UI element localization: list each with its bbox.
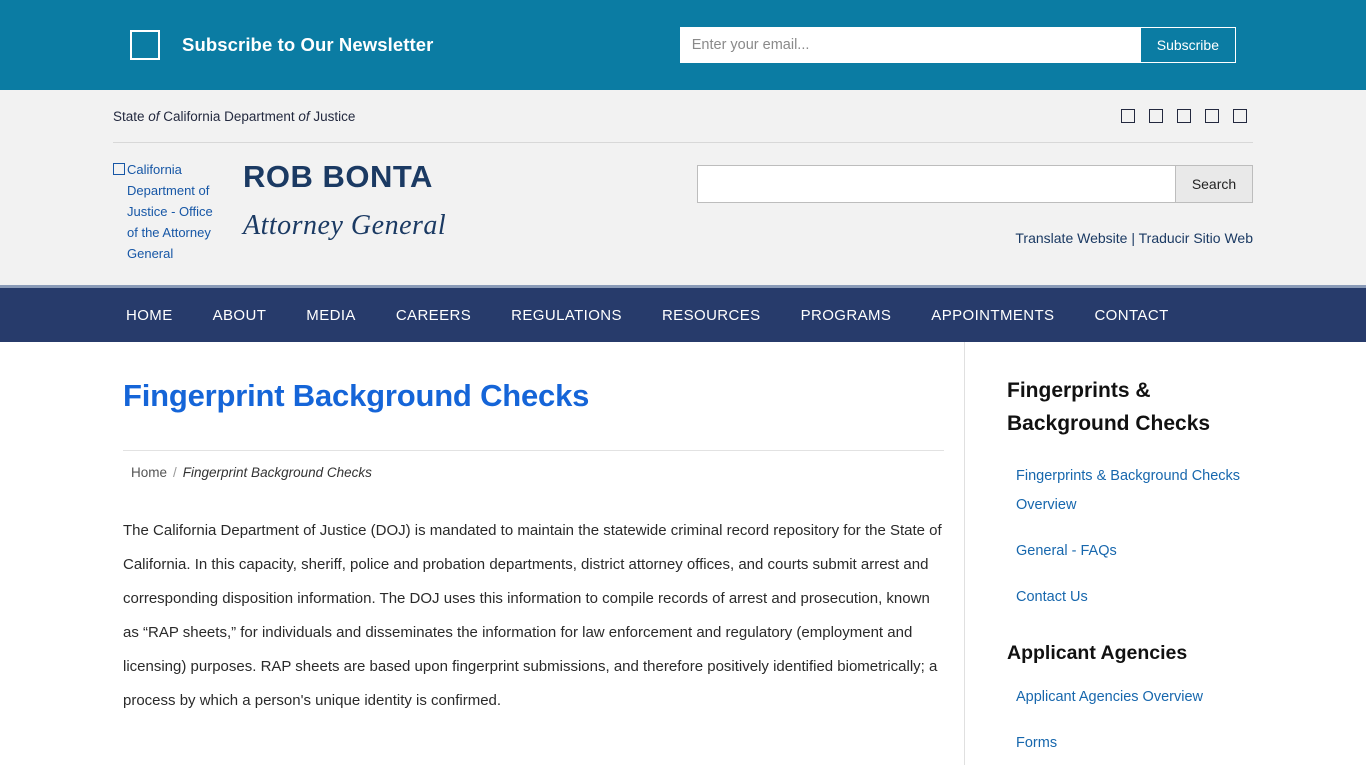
nav-item-appointments[interactable]: APPOINTMENTS (931, 306, 1055, 324)
newsletter-subscribe-button[interactable]: Subscribe (1140, 27, 1236, 63)
breadcrumb (123, 465, 944, 480)
nav-item-resources[interactable]: RESOURCES (661, 306, 761, 324)
nav-item-contact[interactable]: CONTACT (1094, 306, 1169, 324)
brand-text-group (243, 161, 446, 242)
traducir-sitio-web-link[interactable]: Traducir Sitio Web (1138, 230, 1253, 246)
social-icon-group (1121, 109, 1253, 123)
instagram-icon[interactable] (1177, 109, 1191, 123)
sidebar-link-general-faqs[interactable]: General - FAQs (1016, 543, 1117, 559)
site-search-form (697, 165, 1253, 203)
attorney-general-title: Attorney General (243, 209, 447, 241)
breadcrumb-separator: / (173, 465, 177, 480)
agency-of-2: of (298, 108, 310, 124)
youtube-icon[interactable] (1205, 109, 1219, 123)
nav-item-about[interactable]: ABOUT (212, 306, 267, 324)
nav-item-careers[interactable]: CAREERS (395, 306, 472, 324)
site-search-button[interactable]: Search (1175, 165, 1253, 203)
newsletter-title: Subscribe to Our Newsletter (182, 34, 434, 55)
brand-row (0, 143, 1366, 264)
nav-item-home[interactable]: HOME (126, 306, 173, 324)
newsletter-left-group (130, 30, 433, 60)
sidebar-section-heading: Applicant Agencies (1007, 642, 1188, 664)
agency-of-1: of (148, 108, 160, 124)
sidebar-link-contact-us[interactable]: Contact Us (1016, 589, 1088, 605)
sidebar (965, 342, 1253, 765)
agency-line (113, 109, 355, 124)
newsletter-form (680, 27, 1236, 63)
content-area (0, 342, 1366, 765)
site-search-input[interactable] (697, 165, 1175, 203)
translate-separator: | (1131, 230, 1135, 246)
nav-item-regulations[interactable]: REGULATIONS (511, 306, 622, 324)
envelope-icon (130, 30, 160, 60)
twitter-icon[interactable] (1149, 109, 1163, 123)
attorney-general-name: ROB BONTA (243, 159, 433, 194)
utility-row (0, 90, 1366, 142)
main-content-column (113, 342, 965, 765)
main-navigation (0, 285, 1366, 342)
agency-suffix: Justice (309, 108, 356, 124)
agency-mid: California Department (159, 108, 299, 124)
newsletter-bar (0, 0, 1366, 90)
newsletter-email-input[interactable] (680, 27, 1140, 63)
facebook-icon[interactable] (1121, 109, 1135, 123)
sidebar-link-overview[interactable]: Fingerprints & Background Checks Overview (1016, 468, 1241, 513)
doj-logo-image[interactable]: California Department of Justice - Office of the Attorney General (113, 159, 217, 264)
sidebar-link-applicant-agencies-overview[interactable]: Applicant Agencies Overview (1016, 689, 1203, 705)
breadcrumb-home-link[interactable]: Home (131, 465, 168, 480)
nav-item-programs[interactable]: PROGRAMS (800, 306, 892, 324)
header-right-group (697, 165, 1253, 246)
rss-icon[interactable] (1233, 109, 1247, 123)
agency-prefix: State (113, 108, 149, 124)
nav-item-media[interactable]: MEDIA (306, 306, 356, 324)
sidebar-title: Fingerprints & Background Checks (1007, 379, 1211, 435)
sidebar-link-forms[interactable]: Forms (1016, 735, 1058, 751)
site-header (0, 90, 1366, 285)
translate-website-link[interactable]: Translate Website (1015, 230, 1128, 246)
intro-paragraph: The California Department of Justice (DOJ) is mandated to maintain the statewide criminal record repository for the State of California. In this capacity, sheriff, police and probation departments, district attorney offices, and courts submit arrest and corresponding disposition information. The DOJ uses this information to compile records of arrest and prosecution, known as “RAP sheets,” for individuals and disseminates the information for law enforcement and regulatory (employment and licensing) purposes. RAP sheets are based upon fingerprint submissions, and therefore positively identified biometrically; a process by which a person's unique identity is confirmed. (123, 522, 942, 709)
page-title: Fingerprint Background Checks (123, 378, 590, 413)
breadcrumb-current: Fingerprint Background Checks (182, 465, 372, 480)
translate-links (697, 230, 1253, 246)
breadcrumb-divider (123, 450, 944, 451)
